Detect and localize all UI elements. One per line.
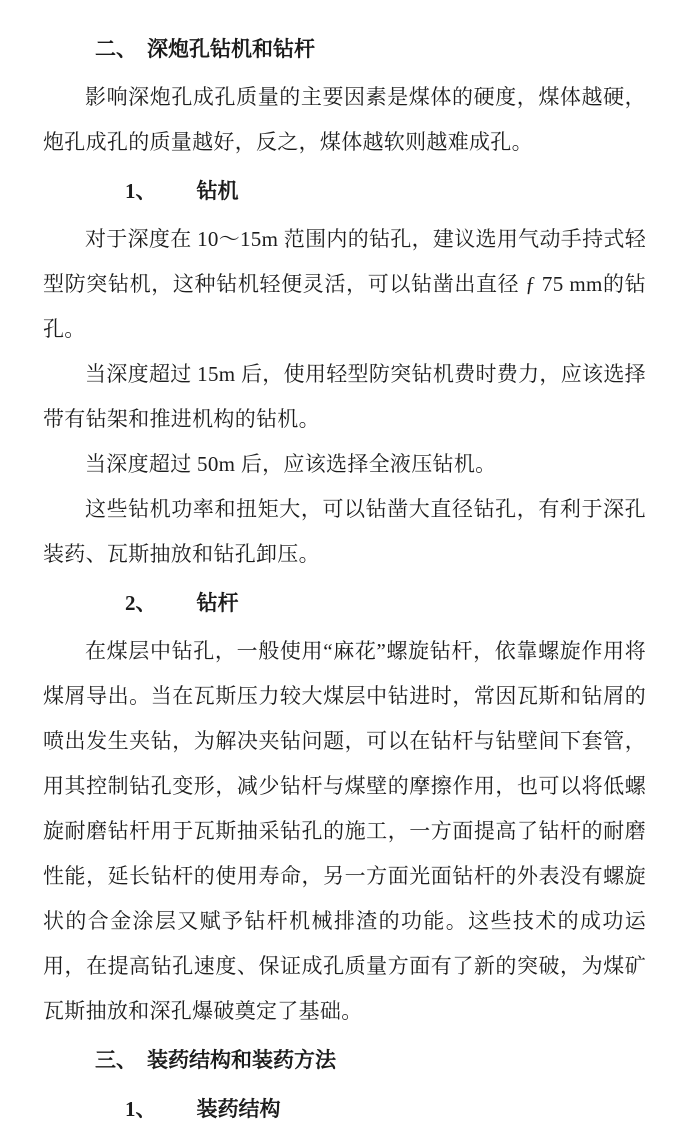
section-heading <box>43 169 646 214</box>
heading-number: 1、 <box>125 1097 157 1121</box>
heading-text: 装药结构 <box>196 1097 281 1121</box>
heading-number: 1、 <box>125 179 157 203</box>
heading-text: 深炮孔钻机和钻杆 <box>147 37 315 61</box>
heading-number: 三、 <box>95 1048 137 1072</box>
section-heading <box>43 27 646 72</box>
heading-text: 钻杆 <box>196 591 239 615</box>
body-paragraph: 在煤层中钻孔，一般使用“麻花”螺旋钻杆，依靠螺旋作用将煤屑导出。当在瓦斯压力较大煤层中钻进时，常因瓦斯和钻屑的喷出发生夹钻，为解决夹钻问题，可以在钻杆与钻壁间下套管，用其控制钻孔变形，减少钻杆与煤壁的摩擦作用，也可以将低螺旋耐磨钻杆用于瓦斯抽采钻孔的施工，一方面提高了钻杆的耐磨性能，延长钻杆的使用寿命，另一方面光面钻杆的外表没有螺旋状的合金涂层又赋予钻杆机械排渣的功能。这些技术的成功运用，在提高钻孔速度、保证成孔质量方面有了新的突破，为煤矿瓦斯抽放和深孔爆破奠定了基础。 <box>43 639 646 1023</box>
section-heading <box>43 1087 646 1132</box>
heading-number: 2、 <box>125 591 157 615</box>
body-paragraph: 影响深炮孔成孔质量的主要因素是煤体的硬度，煤体越硬，炮孔成孔的质量越好，反之，煤体越软则越难成孔。 <box>43 85 646 154</box>
section-heading <box>43 581 646 626</box>
heading-text: 装药结构和装药方法 <box>147 1048 336 1072</box>
heading-number: 二、 <box>95 37 137 61</box>
body-paragraph: 当深度超过 15m 后，使用轻型防突钻机费时费力，应该选择带有钻架和推进机构的钻机。 <box>43 362 646 431</box>
body-paragraph: 对于深度在 10～15m 范围内的钻孔，建议选用气动手持式轻型防突钻机，这种钻机轻便灵活，可以钻凿出直径 ƒ 75 mm的钻孔。 <box>43 227 646 341</box>
heading-text: 钻机 <box>196 179 239 203</box>
body-paragraph: 这些钻机功率和扭矩大，可以钻凿大直径钻孔，有利于深孔装药、瓦斯抽放和钻孔卸压。 <box>43 497 646 566</box>
body-paragraph: 当深度超过 50m 后，应该选择全液压钻机。 <box>85 452 497 476</box>
section-heading <box>43 1038 646 1083</box>
